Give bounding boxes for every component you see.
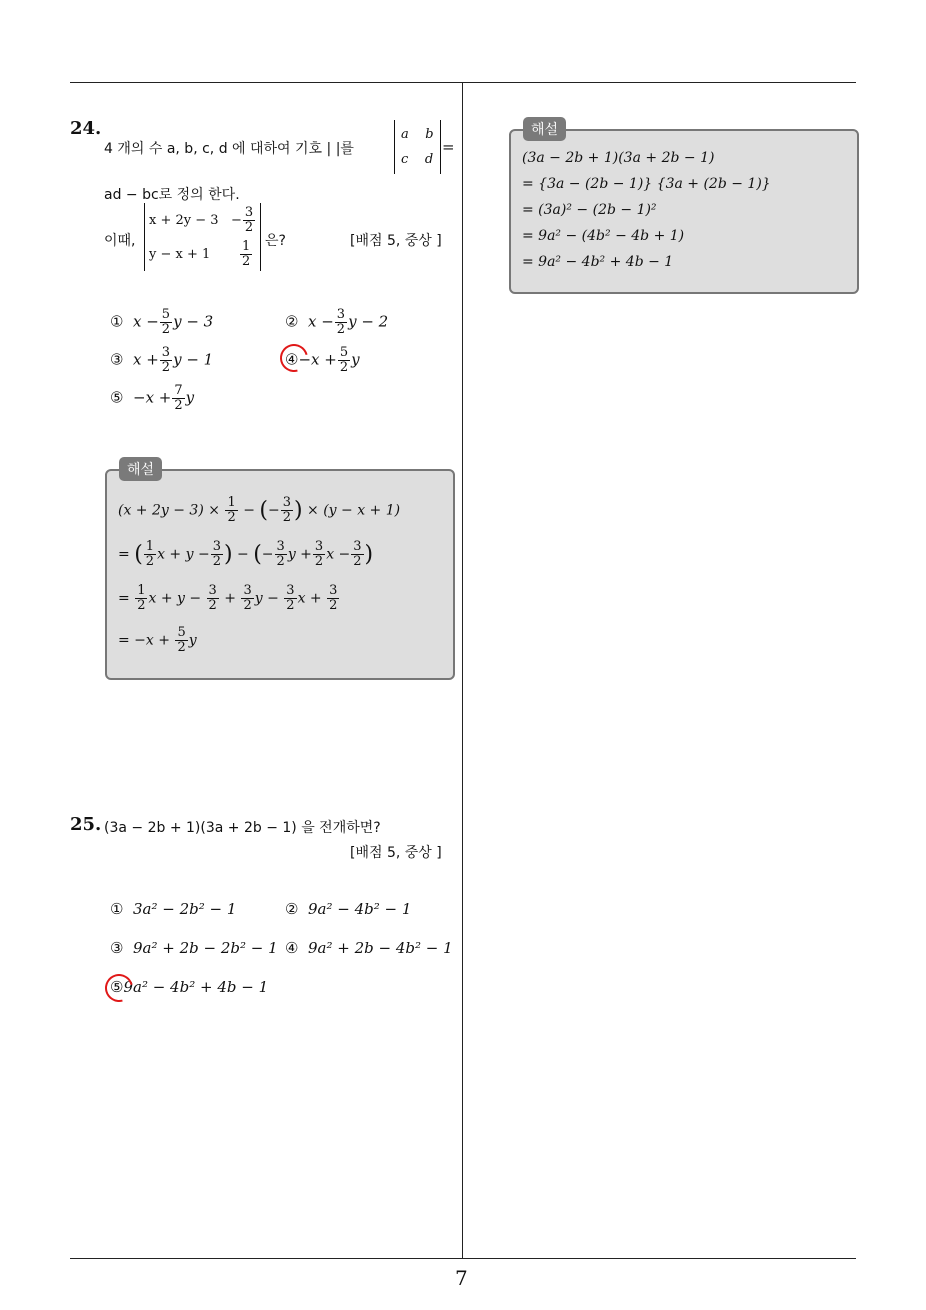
q25-solution-line-5: = 9a² − 4b² + 4b − 1 [522, 254, 674, 270]
q25-choice-2[interactable]: ② 9a² − 4b² − 1 [285, 900, 412, 918]
q25-choice-3[interactable]: ③ 9a² + 2b − 2b² − 1 [110, 939, 278, 957]
q24-prompt-prefix: 이때, [104, 233, 136, 249]
q25-solution-tag: 해설 [523, 117, 566, 141]
q25-solution-line-2: = {3a − (2b − 1)} {3a + (2b − 1)} [522, 176, 771, 192]
q25-number: 25. [70, 814, 102, 835]
bottom-rule [70, 1258, 856, 1259]
q24-number: 24. [70, 118, 102, 139]
q24-solution-line-3: = $\frac{1}{2}$ x + y − $\frac{3}{2}$ + $\frac{3}{2}$ y − $\frac{3}{2}$ x + $\frac{3}{2}$ [118, 583, 338, 613]
top-rule [70, 82, 856, 83]
q24-choice-1[interactable]: ① x − $\frac{5}{2}$ y − 3 [110, 307, 214, 337]
q25-choice-4[interactable]: ④ 9a² + 2b − 4b² − 1 [285, 939, 453, 957]
q25-solution-line-1: (3a − 2b + 1)(3a + 2b − 1) [522, 150, 715, 166]
q25-choice-1[interactable]: ① 3a² − 2b² − 1 [110, 900, 237, 918]
q24-solution-tag: 해설 [119, 457, 162, 481]
column-divider [462, 83, 463, 1259]
page-number: 7 [455, 1266, 468, 1290]
q24-choice-5[interactable]: ⑤ −x + $\frac{7}{2}$ y [110, 383, 195, 413]
q24-choice-3[interactable]: ③ x + $\frac{3}{2}$ y − 1 [110, 345, 214, 375]
q24-stem-line1: 4 개의 수 a, b, c, d 에 대하여 기호 | |를 [104, 141, 354, 157]
q24-solution-line-4: = −x + $\frac{5}{2}$ y [118, 625, 197, 655]
q24-prompt-suffix: 은? [265, 233, 286, 249]
q24-solution-line-2: = ( $\frac{1}{2}$ x + y − $\frac{3}{2}$ ) − (− $\frac{3}{2}$ y + $\frac{3}{2}$ x − $\frac{3}{2}$ ) [118, 539, 374, 569]
q24-stem-line2: ad − bc로 정의 한다. [104, 187, 240, 203]
answer-circle-icon [100, 969, 138, 1007]
q24-points: [배점 5, 중상 ] [350, 233, 442, 249]
q24-solution-line-1: (x + 2y − 3) × $\frac{1}{2}$ − (− $\frac{3}{2}$ ) × (y − x + 1) [118, 495, 401, 525]
q24-det-definition: a b c d [394, 120, 441, 174]
q24-choice-2[interactable]: ② x − $\frac{3}{2}$ y − 2 [285, 307, 389, 337]
q25-solution-line-4: = 9a² − (4b² − 4b + 1) [522, 228, 685, 244]
q24-determinant: x + 2y − 3 − $\frac{3}{2}$ y − x + 1 $\frac{1}{2}$ [144, 203, 261, 271]
q25-points: [배점 5, 중상 ] [350, 845, 442, 861]
q25-stem: (3a − 2b + 1)(3a + 2b − 1) 을 전개하면? [104, 820, 381, 836]
q24-equals: = [442, 138, 455, 156]
q24-choice-4[interactable]: ④−x + $\frac{5}{2}$ y [285, 345, 360, 375]
q25-choice-5[interactable]: ⑤9a² − 4b² + 4b − 1 [110, 978, 269, 996]
q25-solution-line-3: = (3a)² − (2b − 1)² [522, 202, 657, 218]
